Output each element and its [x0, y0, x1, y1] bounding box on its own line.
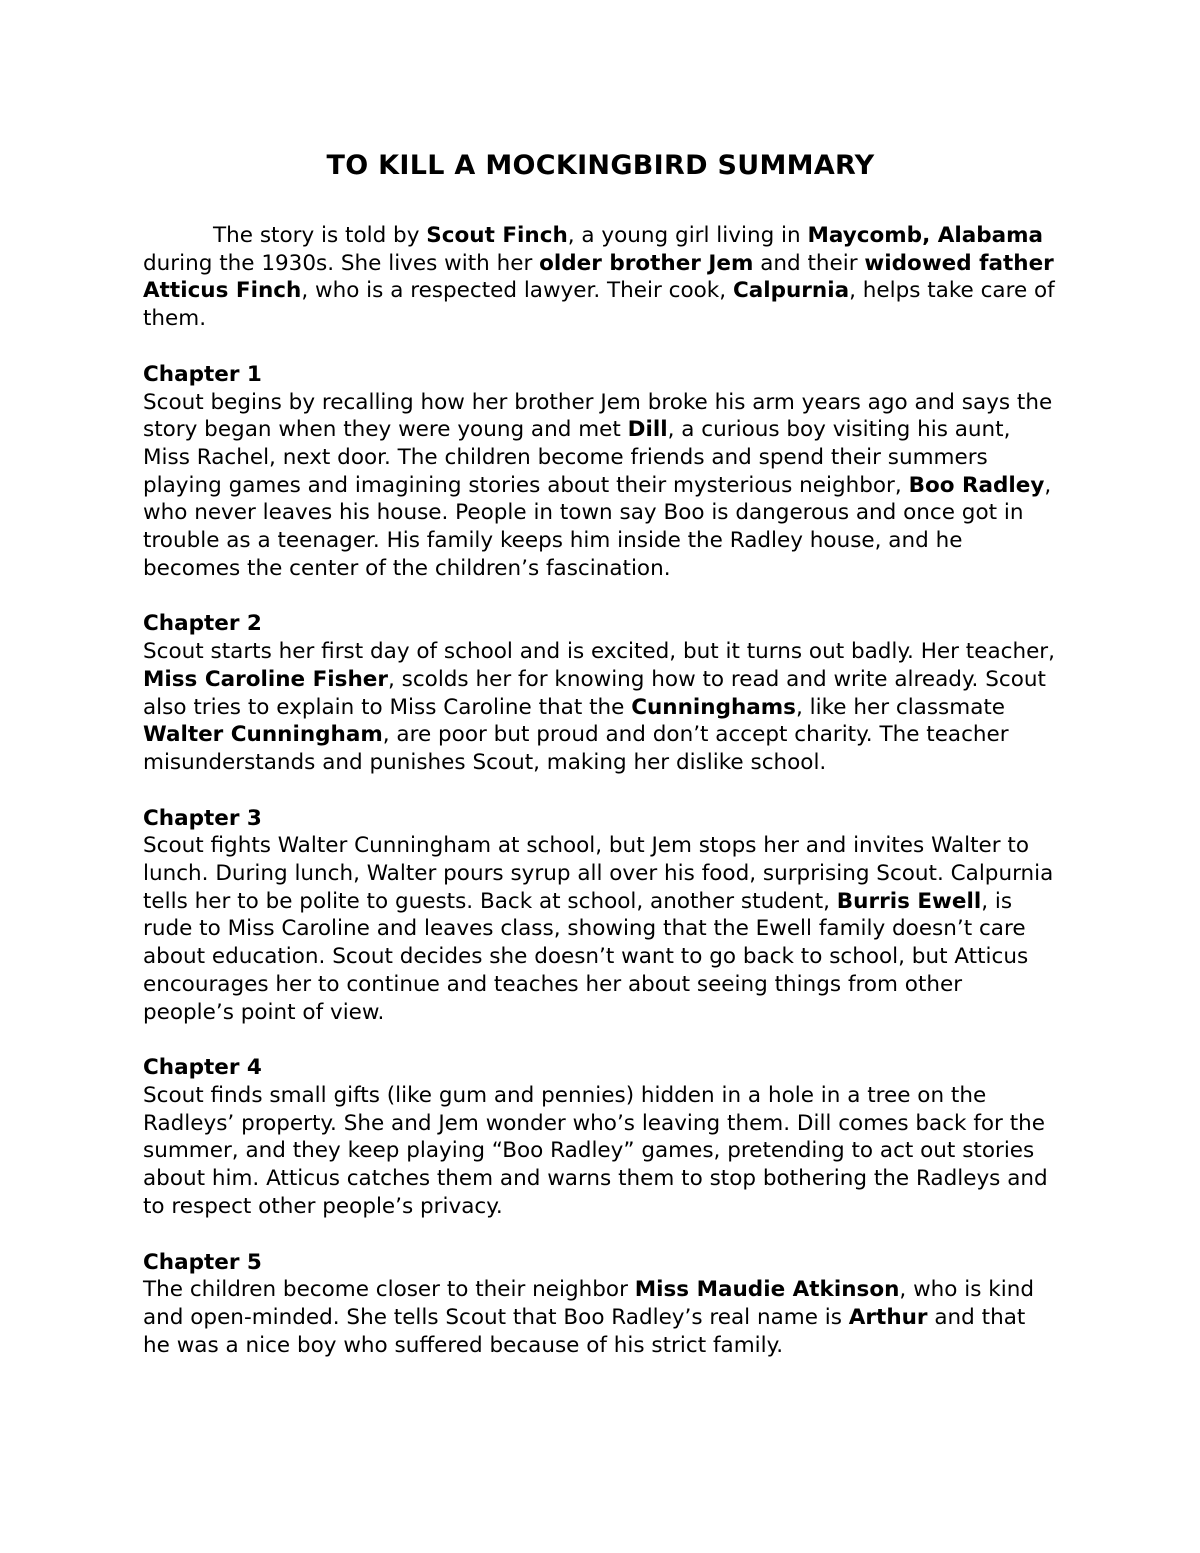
chapter-3-paragraph: Scout fights Walter Cunningham at school, but Jem stops her and invites Walter to lunch. During lunch, Walter pours syrup all over his food, surprising Scout. Calpurnia tells her to be polite to guests. Back at school, another student, Burris Ewell, is rude to Miss Caroline and leaves class, showing that the Ewell family doesn’t care about education. Scout decides she doesn’t want to go back to school, but Atticus encourages her to continue and teaches her about seeing things from other people’s point of view.: [143, 833, 1054, 1025]
chapter-3-heading: Chapter 3: [143, 805, 262, 831]
chapter-section: [143, 361, 1058, 583]
chapter-5-heading: Chapter 5: [143, 1249, 262, 1275]
chapter-2-heading: Chapter 2: [143, 611, 262, 637]
chapter-section: [143, 805, 1058, 1027]
chapter-1-heading: Chapter 1: [143, 361, 262, 387]
chapter-4-paragraph: Scout finds small gifts (like gum and pennies) hidden in a hole in a tree on the Radleys’ property. She and Jem wonder who’s leaving them. Dill comes back for the summer, and they keep playing “Boo Radley” games, pretending to act out stories about him. Atticus catches them and warns them to stop bothering the Radleys and to respect other people’s privacy.: [143, 1082, 1048, 1219]
chapter-4-heading: Chapter 4: [143, 1055, 262, 1081]
chapter-section: [143, 1249, 1058, 1360]
intro-paragraph: The story is told by Scout Finch, a young girl living in Maycomb, Alabama during the 1930s. She lives with her older brother Jem and their widowed father Atticus Finch, who is a respected lawyer. Their cook, Calpurnia, helps take care of them.: [143, 223, 1055, 332]
chapter-section: [143, 610, 1058, 776]
chapter-5-paragraph: The children become closer to their neighbor Miss Maudie Atkinson, who is kind and open-minded. She tells Scout that Boo Radley’s real name is Arthur and that he was a nice boy who suffered because of his strict family.: [143, 1277, 1034, 1358]
chapter-2-paragraph: Scout starts her first day of school and is excited, but it turns out badly. Her teacher, Miss Caroline Fisher, scolds her for knowing how to read and write already. Scout also tries to explain to Miss Caroline that the Cunninghams, like her classmate Walter Cunningham, are poor but proud and don’t accept charity. The teacher misunderstands and punishes Scout, making her dislike school.: [143, 639, 1055, 775]
document-title: TO KILL A MOCKINGBIRD SUMMARY: [326, 150, 875, 181]
chapter-1-paragraph: Scout begins by recalling how her brother Jem broke his arm years ago and says the story began when they were young and met Dill, a curious boy visiting his aunt, Miss Rachel, next door. The children become friends and spend their summers playing games and imagining stories about their mysterious neighbor, Boo Radley, who never leaves his house. People in town say Boo is dangerous and once got in trouble as a teenager. His family keeps him inside the Radley house, and he becomes the center of the children’s fascination.: [143, 389, 1053, 581]
chapter-section: [143, 1054, 1058, 1220]
